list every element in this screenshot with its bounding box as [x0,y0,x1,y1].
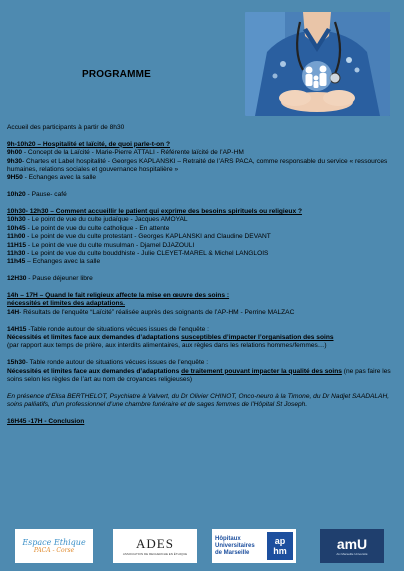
schedule-item: 11h30 - Le point de vue du culte bouddhiste - Julie CLEYET-MAREL & Michel LANGLOIS [7,250,269,258]
table-ronde-1-detail: (par rapport aux temps de prière, aux interdits alimentaires, aux règles dans les relations hommes/femmes…) [7,342,327,350]
accueil-text: Accueil des participants à partir de 8h30 [7,124,125,131]
table-ronde-1-topic: Nécessités et limites face aux demandes d’adaptations susceptibles d’impacter l’organisation des soins [7,334,334,342]
schedule-item: 10h30 - Le point de vue du culte judaïque - Jacques AMOYAL [7,216,188,224]
presence-text: En présence d’Elisa BERTHELOT, Psychiatre à Valvert, du Dr Olivier CHINOT, Onco-neuro à la Timone, du Dr Nadjet SAADALAH, soins palliatifs, d’un professionnel d’une chambre funéraire et de sages femmes de l’Hôpital St Joseph. [7,392,390,409]
session-2-heading: 10h30- 12h30 – Comment accueillir le patient qui exprime des besoins spirituels ou religieux ? [7,208,302,216]
schedule-item: 14H- Résultats de l’enquête “Laïcité” réalisée auprès des soignants de l’AP-HM - Perrine MALZAC [7,308,295,316]
session-3-heading-line2: nécessités et limites des adaptations. [7,300,126,308]
conclusion-heading: 16H45 -17H - Conclusion [7,418,85,426]
schedule-item: 9h30- Chartes et Label hospitalité - Georges KAPLANSKI – Retraité de l’ARS PACA, comme responsable du service « ressources humaines, relations sociales et gouvernance hospitalière » [7,157,388,174]
schedule-item: 11h00 - Le point de vue du culte protestant - Georges KAPLANSKI and Claudine DEVANT [7,233,271,241]
table-ronde-2-topic: Nécessités et limites face aux demandes d’adaptations de traitement pouvant impacter la qualité des soins (ne pas faire les soins selon les règles de l’art au nom de croyances religieuses) [7,367,391,384]
schedule-item-pause: 10h20 - Pause- café [7,191,67,199]
schedule-item: 9H50 - Echanges avec la salle [7,174,97,182]
schedule-item-lunch: 12H30 - Pause déjeuner libre [7,275,93,283]
schedule-item: 11h45 – Echanges avec la salle [7,258,101,266]
session-3-heading: 14h – 17H – Quand le fait religieux affecte la mise en œuvre des soins : [7,292,230,300]
page-title: PROGRAMME [82,69,152,80]
programme-content [7,124,397,426]
header-photo-caregiver-hands [245,12,390,116]
session-1-heading: 9h-10h20 – Hospitalité et laïcité, de quoi parle-t-on ? [7,140,171,148]
caregiver-illustration [245,12,390,116]
schedule-item: 10h45 - Le point de vue du culte catholique - En attente [7,224,170,232]
ades-logo: ADES ASSOCIATION DE RECHERCHE EN ÉTHIQUE [113,529,197,563]
aphm-logo: Hôpitaux Universitaires de Marseille ap hm [212,529,296,563]
partner-logos [0,523,404,571]
amu-logo: amU Aix Marseille Université [320,529,384,563]
schedule-item: 11H15 - Le point de vue du culte musulman - Djamel DJAZOULI [7,241,195,249]
table-ronde-1-intro: 14H15 -Table ronde autour de situations vécues issues de l’enquête : [7,325,209,333]
schedule-item: 9h00 - Concept de la Laïcité - Marie-Pierre ATTALI - Référente laïcité de l’AP-HM [7,149,244,157]
table-ronde-2-intro: 15h30- Table ronde autour de situations vécues issues de l’enquête : [7,359,209,367]
espace-ethique-logo: Espace Ethique PACA - Corse [15,529,93,563]
aphm-badge: ap hm [267,532,293,560]
